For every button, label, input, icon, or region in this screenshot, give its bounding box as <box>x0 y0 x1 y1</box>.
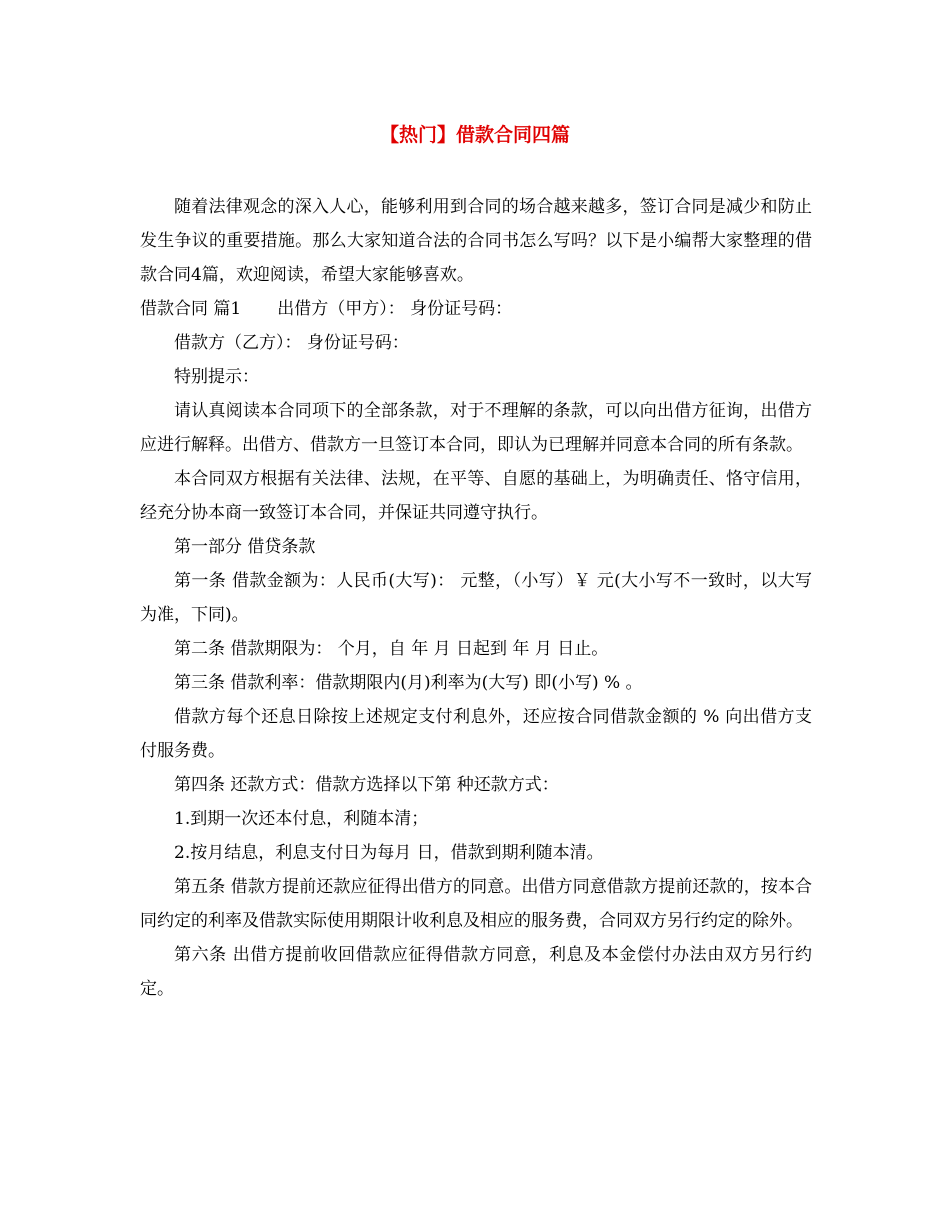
article-heading: 借款合同 篇1 <box>140 299 242 319</box>
clause-1: 第一条 借款金额为：人民币(大写)： 元整，（小写）￥ 元(大小写不一致时，以大写为准，下同)。 <box>140 571 812 625</box>
article-heading-line <box>140 292 812 326</box>
clause-4: 第四条 还款方式：借款方选择以下第 种还款方式： <box>174 775 559 795</box>
clause-6: 第六条 出借方提前收回借款应征得借款方同意，利息及本金偿付办法由双方另行约定。 <box>140 945 812 999</box>
clause-2: 第二条 借款期限为： 个月，自 年 月 日起到 年 月 日止。 <box>174 639 609 659</box>
intro-paragraph: 随着法律观念的深入人心，能够利用到合同的场合越来越多，签订合同是减少和防止发生争议的重要措施。那么大家知道合法的合同书怎么写吗？以下是小编帮大家整理的借款合同4篇，欢迎阅读，希望大家能够喜欢。 <box>140 197 812 285</box>
clause-5: 第五条 借款方提前还款应征得出借方的同意。出借方同意借款方提前还款的，按本合同约定的利率及借款实际使用期限计收利息及相应的服务费，合同双方另行约定的除外。 <box>140 877 812 931</box>
notice-paragraph-1: 请认真阅读本合同项下的全部条款，对于不理解的条款，可以向出借方征询，出借方应进行解释。出借方、借款方一旦签订本合同，即认为已理解并同意本合同的所有条款。 <box>140 401 812 455</box>
borrower-line: 借款方（乙方）： 身份证号码： <box>174 333 409 353</box>
document-title: 【热门】借款合同四篇 <box>379 124 570 146</box>
special-notice-label: 特别提示： <box>174 367 259 387</box>
clause-3: 第三条 借款利率：借款期限内(月)利率为(大写) 即(小写) % 。 <box>174 673 643 693</box>
clause-3-fee: 借款方每个还息日除按上述规定支付利息外，还应按合同借款金额的 % 向出借方支付服务费。 <box>140 707 812 761</box>
clause-4-option-2: 2.按月结息，利息支付日为每月 日，借款到期利随本清。 <box>174 843 604 863</box>
notice-paragraph-2: 本合同双方根据有关法律、法规，在平等、自愿的基础上，为明确责任、恪守信用，经充分协本商一致签订本合同，并保证共同遵守执行。 <box>140 469 812 523</box>
document-body <box>140 190 812 1006</box>
lender-line: 出借方（甲方）： 身份证号码： <box>277 299 513 319</box>
clause-4-option-1: 1.到期一次还本付息，利随本清； <box>174 809 429 829</box>
part-heading: 第一部分 借贷条款 <box>174 537 316 557</box>
